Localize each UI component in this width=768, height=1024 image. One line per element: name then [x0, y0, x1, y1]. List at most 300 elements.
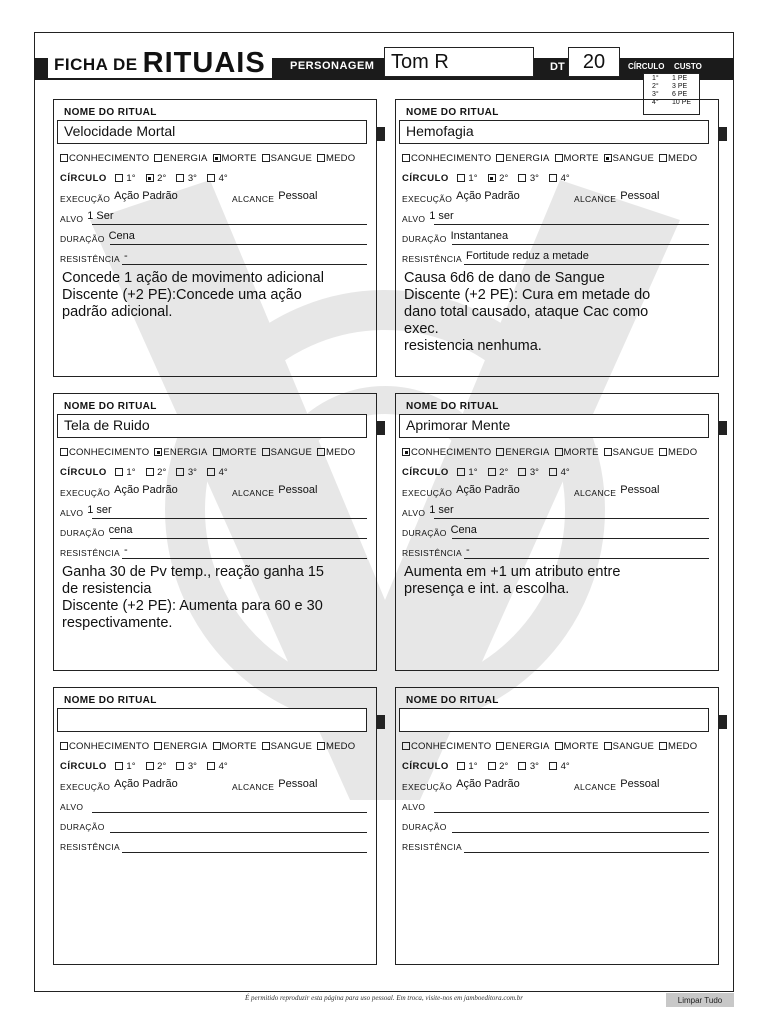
alcance-value[interactable]: Pessoal [620, 484, 660, 496]
checkbox-icon[interactable] [402, 742, 410, 750]
duracao-label: DURAÇÃO [60, 822, 105, 832]
alvo-underline [434, 224, 709, 225]
circulo-option-2[interactable] [488, 467, 509, 478]
checkbox-icon[interactable] [549, 762, 557, 770]
element-label: CONHECIMENTO [69, 153, 150, 164]
circulo-option-label: 4° [218, 173, 228, 184]
element-label: CONHECIMENTO [411, 447, 492, 458]
resistencia-value[interactable]: - [123, 544, 128, 556]
element-label: SANGUE [612, 447, 654, 458]
resistencia-field [60, 250, 128, 265]
checkbox-icon[interactable] [176, 762, 184, 770]
execucao-value[interactable]: Ação Padrão [456, 190, 520, 202]
resistencia-label: RESISTÊNCIA [60, 842, 120, 852]
duracao-label: DURAÇÃO [402, 822, 447, 832]
name-tab-decoration [377, 715, 385, 729]
circulo-option-2[interactable] [146, 467, 167, 478]
personagem-label: PERSONAGEM [290, 60, 375, 72]
checkbox-icon[interactable] [518, 762, 526, 770]
checkbox-icon[interactable] [262, 154, 270, 162]
element-option-medo[interactable] [659, 447, 697, 458]
circulo-option-label: 4° [560, 467, 570, 478]
dt-input[interactable]: 20 [568, 47, 620, 77]
ritual-name-label: NOME DO RITUAL [406, 107, 499, 118]
cost-row: 3° 6 PE [652, 91, 688, 98]
alvo-underline [92, 812, 367, 813]
circulo-option-1[interactable] [457, 761, 478, 772]
execucao-field [60, 190, 178, 205]
element-label: MEDO [667, 741, 698, 752]
element-option-sangue[interactable] [604, 153, 654, 164]
ritual-description[interactable]: Aumenta em +1 um atributo entre presença e int. a escolha. [404, 564, 621, 597]
sheet-title [48, 44, 272, 78]
resistencia-underline [464, 558, 709, 559]
element-option-morte[interactable] [213, 741, 257, 752]
alcance-field [232, 190, 318, 205]
circulo-option-3[interactable] [176, 761, 197, 772]
circulo-label: CÍRCULO [60, 761, 107, 772]
ritual-card [53, 687, 377, 965]
circulo-option-label: 1° [126, 761, 136, 772]
alcance-label: ALCANCE [232, 488, 275, 498]
ritual-card [53, 99, 377, 377]
circulo-option-1[interactable] [457, 467, 478, 478]
circulo-option-4[interactable] [549, 467, 570, 478]
checkbox-icon[interactable] [154, 742, 162, 750]
ritual-description[interactable]: Concede 1 ação de movimento adicional Discente (+2 PE):Concede uma ação padrão adicional. [62, 270, 324, 320]
resistencia-field [60, 841, 124, 853]
ritual-card [395, 687, 719, 965]
circulo-option-label: 3° [187, 467, 197, 478]
checkbox-icon[interactable] [659, 448, 667, 456]
circulo-option-3[interactable] [518, 467, 539, 478]
element-option-energia[interactable] [496, 153, 549, 164]
checkbox-icon[interactable] [176, 174, 184, 182]
alcance-field [232, 778, 318, 793]
circulo-option-4[interactable] [549, 761, 570, 772]
circulo-option-2[interactable] [488, 761, 509, 772]
ritual-description[interactable]: Ganha 30 de Pv temp., reação ganha 15 de resistencia Discente (+2 PE): Aumenta para 60 e 30 respectivamente. [62, 564, 324, 631]
alvo-value[interactable]: 1 ser [87, 504, 112, 516]
circulo-option-label: 3° [187, 173, 197, 184]
alvo-underline [434, 812, 709, 813]
cost-row: 1° 1 PE [652, 75, 688, 82]
checkbox-icon[interactable] [555, 448, 563, 456]
checkbox-icon[interactable] [207, 762, 215, 770]
element-option-conhecimento[interactable] [402, 447, 491, 458]
checkbox-icon[interactable] [549, 468, 557, 476]
execucao-field [402, 778, 520, 793]
alcance-value[interactable]: Pessoal [620, 778, 660, 790]
checkbox-icon[interactable] [555, 742, 563, 750]
checkbox-icon[interactable] [60, 448, 68, 456]
duracao-label: DURAÇÃO [60, 528, 105, 538]
resistencia-underline [122, 558, 367, 559]
duracao-underline [110, 244, 367, 245]
circulo-option-label: 1° [468, 467, 478, 478]
element-label: ENERGIA [163, 153, 208, 164]
element-label: ENERGIA [505, 153, 550, 164]
resistencia-underline [122, 852, 367, 853]
element-option-sangue[interactable] [262, 741, 312, 752]
checkbox-icon[interactable] [146, 762, 154, 770]
alcance-label: ALCANCE [574, 782, 617, 792]
resistencia-field [402, 841, 466, 853]
alvo-field [402, 801, 429, 813]
ritual-name-input[interactable] [399, 708, 709, 732]
circulo-row [402, 467, 580, 478]
element-label: CONHECIMENTO [411, 153, 492, 164]
element-option-energia[interactable] [154, 153, 207, 164]
checkbox-icon[interactable] [488, 174, 496, 182]
ritual-name-input[interactable]: Tela de Ruido [57, 414, 367, 438]
circulo-option-label: 2° [499, 467, 509, 478]
alcance-field [574, 190, 660, 205]
element-option-medo[interactable] [659, 741, 697, 752]
duracao-value[interactable]: Instantanea [450, 230, 509, 242]
element-option-morte[interactable] [213, 153, 257, 164]
circulo-option-label: 2° [499, 173, 509, 184]
execucao-value[interactable]: Ação Padrão [114, 484, 178, 496]
checkbox-icon[interactable] [457, 762, 465, 770]
circulo-option-1[interactable] [115, 173, 136, 184]
execucao-value[interactable]: Ação Padrão [114, 190, 178, 202]
element-option-medo[interactable] [317, 741, 355, 752]
ritual-card [395, 393, 719, 671]
checkbox-icon[interactable] [604, 448, 612, 456]
element-option-morte[interactable] [555, 741, 599, 752]
circulo-row [402, 173, 580, 184]
ritual-description[interactable]: Causa 6d6 de dano de Sangue Discente (+2 PE): Cura em metade do dano total causado, ataque Cac como exec. resistencia nenhuma. [404, 270, 651, 354]
circulo-option-label: 1° [126, 173, 136, 184]
checkbox-icon[interactable] [115, 762, 123, 770]
element-label: CONHECIMENTO [69, 447, 150, 458]
alcance-field [574, 778, 660, 793]
checkbox-icon[interactable] [659, 742, 667, 750]
element-option-morte[interactable] [213, 447, 257, 458]
circulo-label: CÍRCULO [60, 173, 107, 184]
element-label: MEDO [325, 741, 356, 752]
circulo-option-label: 4° [218, 467, 228, 478]
element-label: MORTE [563, 741, 599, 752]
resistencia-label: RESISTÊNCIA [402, 254, 462, 264]
alvo-value[interactable]: 1 Ser [87, 210, 114, 222]
checkbox-icon[interactable] [262, 742, 270, 750]
alcance-label: ALCANCE [574, 194, 617, 204]
checkbox-icon[interactable] [213, 448, 221, 456]
checkbox-icon[interactable] [457, 174, 465, 182]
alvo-label: ALVO [60, 802, 84, 812]
ritual-name-input[interactable]: Hemofagia [399, 120, 709, 144]
cost-row: 4° 10 PE [652, 99, 692, 106]
circulo-option-3[interactable] [176, 467, 197, 478]
circulo-row [60, 467, 238, 478]
circulo-option-4[interactable] [549, 173, 570, 184]
alvo-value[interactable]: 1 ser [429, 504, 454, 516]
resistencia-label: RESISTÊNCIA [60, 254, 120, 264]
alcance-value[interactable]: Pessoal [278, 778, 318, 790]
checkbox-icon[interactable] [207, 468, 215, 476]
cost-row: 2° 3 PE [652, 83, 688, 90]
execucao-field [402, 190, 520, 205]
element-option-sangue[interactable] [262, 153, 312, 164]
checkbox-icon[interactable] [659, 154, 667, 162]
checkbox-icon[interactable] [60, 154, 68, 162]
alvo-field [60, 801, 87, 813]
checkbox-icon[interactable] [317, 154, 325, 162]
checkbox-icon[interactable] [488, 468, 496, 476]
element-label: CONHECIMENTO [411, 741, 492, 752]
circulo-option-1[interactable] [115, 761, 136, 772]
element-label: ENERGIA [163, 741, 208, 752]
duracao-field [60, 821, 109, 833]
resistencia-label: RESISTÊNCIA [60, 548, 120, 558]
element-option-morte[interactable] [555, 447, 599, 458]
alvo-label: ALVO [402, 802, 426, 812]
execucao-label: EXECUÇÃO [60, 194, 111, 204]
circulo-label: CÍRCULO [402, 761, 449, 772]
title-big: RITUAIS [142, 47, 266, 79]
checkbox-icon[interactable] [317, 448, 325, 456]
circulo-option-3[interactable] [176, 173, 197, 184]
alcance-field [574, 484, 660, 499]
element-option-sangue[interactable] [262, 447, 312, 458]
circulo-option-label: 4° [218, 761, 228, 772]
circulo-option-label: 1° [468, 173, 478, 184]
element-option-medo[interactable] [317, 153, 355, 164]
circulo-option-label: 1° [126, 467, 136, 478]
circulo-option-2[interactable] [146, 761, 167, 772]
execucao-value[interactable]: Ação Padrão [114, 778, 178, 790]
execucao-field [402, 484, 520, 499]
circulo-row [60, 761, 238, 772]
alcance-field [232, 484, 318, 499]
resistencia-value[interactable]: - [465, 544, 470, 556]
execucao-label: EXECUÇÃO [60, 782, 111, 792]
element-option-medo[interactable] [659, 153, 697, 164]
execucao-value[interactable]: Ação Padrão [456, 484, 520, 496]
duracao-underline [110, 832, 367, 833]
ritual-name-label: NOME DO RITUAL [406, 695, 499, 706]
checkbox-icon[interactable] [604, 154, 612, 162]
duracao-value[interactable]: cena [108, 524, 133, 536]
circulo-option-2[interactable] [146, 173, 167, 184]
circulo-option-label: 3° [529, 467, 539, 478]
alcance-value[interactable]: Pessoal [278, 484, 318, 496]
element-label: MORTE [563, 447, 599, 458]
checkbox-icon[interactable] [518, 468, 526, 476]
checkbox-icon[interactable] [317, 742, 325, 750]
execucao-field [60, 484, 178, 499]
circulo-option-4[interactable] [207, 173, 228, 184]
resistencia-underline [464, 852, 709, 853]
element-option-energia[interactable] [154, 447, 207, 458]
title-small: FICHA DE [54, 55, 138, 74]
element-checkboxes [60, 447, 360, 458]
element-option-morte[interactable] [555, 153, 599, 164]
element-option-sangue[interactable] [604, 447, 654, 458]
element-checkboxes [402, 153, 702, 164]
checkbox-icon[interactable] [549, 174, 557, 182]
duracao-label: DURAÇÃO [402, 234, 447, 244]
element-label: SANGUE [270, 153, 312, 164]
element-option-energia[interactable] [154, 741, 207, 752]
name-tab-decoration [719, 127, 727, 141]
element-label: SANGUE [612, 153, 654, 164]
checkbox-icon[interactable] [60, 742, 68, 750]
checkbox-icon[interactable] [115, 174, 123, 182]
ritual-name-input[interactable]: Aprimorar Mente [399, 414, 709, 438]
element-label: MEDO [325, 153, 356, 164]
element-label: MORTE [221, 153, 257, 164]
ritual-name-input[interactable] [57, 708, 367, 732]
circulo-option-1[interactable] [115, 467, 136, 478]
name-tab-decoration [377, 127, 385, 141]
checkbox-icon[interactable] [518, 174, 526, 182]
checkbox-icon[interactable] [115, 468, 123, 476]
element-label: MEDO [325, 447, 356, 458]
duracao-underline [452, 832, 709, 833]
circulo-option-4[interactable] [207, 761, 228, 772]
circulo-option-4[interactable] [207, 467, 228, 478]
circulo-option-label: 3° [529, 173, 539, 184]
duracao-value[interactable]: Cena [450, 524, 477, 536]
name-tab-decoration [377, 421, 385, 435]
circulo-option-3[interactable] [518, 173, 539, 184]
element-option-medo[interactable] [317, 447, 355, 458]
ritual-card [395, 99, 719, 377]
element-option-energia[interactable] [496, 447, 549, 458]
circulo-option-label: 4° [560, 761, 570, 772]
element-option-conhecimento[interactable] [402, 153, 491, 164]
personagem-input[interactable]: Tom R [384, 47, 534, 77]
alvo-underline [434, 518, 709, 519]
element-label: MORTE [221, 741, 257, 752]
duracao-underline [452, 244, 709, 245]
circulo-option-1[interactable] [457, 173, 478, 184]
element-option-sangue[interactable] [604, 741, 654, 752]
alcance-label: ALCANCE [232, 194, 275, 204]
resistencia-value[interactable]: Fortitude reduz a metade [465, 250, 589, 262]
checkbox-icon[interactable] [213, 154, 221, 162]
circulo-row [60, 173, 238, 184]
checkbox-icon[interactable] [488, 762, 496, 770]
dt-label: DT [550, 61, 565, 73]
duracao-label: DURAÇÃO [402, 528, 447, 538]
circulo-label: CÍRCULO [60, 467, 107, 478]
alvo-label: ALVO [402, 508, 426, 518]
clear-all-button[interactable]: Limpar Tudo [666, 993, 734, 1007]
circulo-row [402, 761, 580, 772]
checkbox-icon[interactable] [176, 468, 184, 476]
resistencia-field [60, 544, 128, 559]
circulo-label: CÍRCULO [402, 173, 449, 184]
element-option-conhecimento[interactable] [402, 741, 491, 752]
circulo-option-label: 2° [157, 467, 167, 478]
checkbox-icon[interactable] [146, 174, 154, 182]
duracao-label: DURAÇÃO [60, 234, 105, 244]
element-label: SANGUE [270, 741, 312, 752]
element-label: ENERGIA [163, 447, 208, 458]
checkbox-icon[interactable] [154, 154, 162, 162]
checkbox-icon[interactable] [555, 154, 563, 162]
ritual-name-label: NOME DO RITUAL [406, 401, 499, 412]
resistencia-field [402, 544, 470, 559]
name-tab-decoration [719, 421, 727, 435]
element-label: CONHECIMENTO [69, 741, 150, 752]
circulo-option-label: 3° [187, 761, 197, 772]
element-checkboxes [402, 741, 702, 752]
checkbox-icon[interactable] [402, 448, 410, 456]
checkbox-icon[interactable] [457, 468, 465, 476]
alcance-value[interactable]: Pessoal [620, 190, 660, 202]
ritual-name-label: NOME DO RITUAL [64, 107, 157, 118]
resistencia-value[interactable]: - [123, 250, 128, 262]
element-checkboxes [60, 741, 360, 752]
duracao-underline [110, 538, 367, 539]
circulo-option-label: 2° [499, 761, 509, 772]
checkbox-icon[interactable] [496, 742, 504, 750]
circulo-option-label: 3° [529, 761, 539, 772]
alvo-value[interactable]: 1 ser [429, 210, 454, 222]
duracao-value[interactable]: Cena [108, 230, 135, 242]
alvo-label: ALVO [60, 508, 84, 518]
resistencia-underline [464, 264, 709, 265]
element-label: MORTE [563, 153, 599, 164]
element-checkboxes [402, 447, 702, 458]
execucao-label: EXECUÇÃO [402, 782, 453, 792]
execucao-field [60, 778, 178, 793]
name-tab-decoration [719, 715, 727, 729]
element-option-conhecimento[interactable] [60, 741, 149, 752]
element-label: SANGUE [612, 741, 654, 752]
element-label: SANGUE [270, 447, 312, 458]
circulo-option-3[interactable] [518, 761, 539, 772]
element-label: MORTE [221, 447, 257, 458]
checkbox-icon[interactable] [496, 448, 504, 456]
checkbox-icon[interactable] [402, 154, 410, 162]
checkbox-icon[interactable] [262, 448, 270, 456]
footer-note: É permitido reproduzir esta página para uso pessoal. Em troca, visite-nos em jamboeditora.com.br [244, 994, 524, 1002]
alvo-label: ALVO [60, 214, 84, 224]
execucao-value[interactable]: Ação Padrão [456, 778, 520, 790]
checkbox-icon[interactable] [496, 154, 504, 162]
checkbox-icon[interactable] [146, 468, 154, 476]
checkbox-icon[interactable] [207, 174, 215, 182]
alcance-label: ALCANCE [232, 782, 275, 792]
circulo-label: CÍRCULO [402, 467, 449, 478]
ritual-name-label: NOME DO RITUAL [64, 401, 157, 412]
alvo-label: ALVO [402, 214, 426, 224]
element-option-energia[interactable] [496, 741, 549, 752]
element-option-conhecimento[interactable] [60, 447, 149, 458]
element-option-conhecimento[interactable] [60, 153, 149, 164]
execucao-label: EXECUÇÃO [402, 194, 453, 204]
element-label: ENERGIA [505, 447, 550, 458]
alcance-label: ALCANCE [574, 488, 617, 498]
alvo-underline [92, 518, 367, 519]
alcance-value[interactable]: Pessoal [278, 190, 318, 202]
checkbox-icon[interactable] [604, 742, 612, 750]
checkbox-icon[interactable] [154, 448, 162, 456]
ritual-name-input[interactable]: Velocidade Mortal [57, 120, 367, 144]
execucao-label: EXECUÇÃO [402, 488, 453, 498]
circulo-option-label: 2° [157, 173, 167, 184]
checkbox-icon[interactable] [213, 742, 221, 750]
element-checkboxes [60, 153, 360, 164]
circulo-option-2[interactable] [488, 173, 509, 184]
element-label: MEDO [667, 447, 698, 458]
